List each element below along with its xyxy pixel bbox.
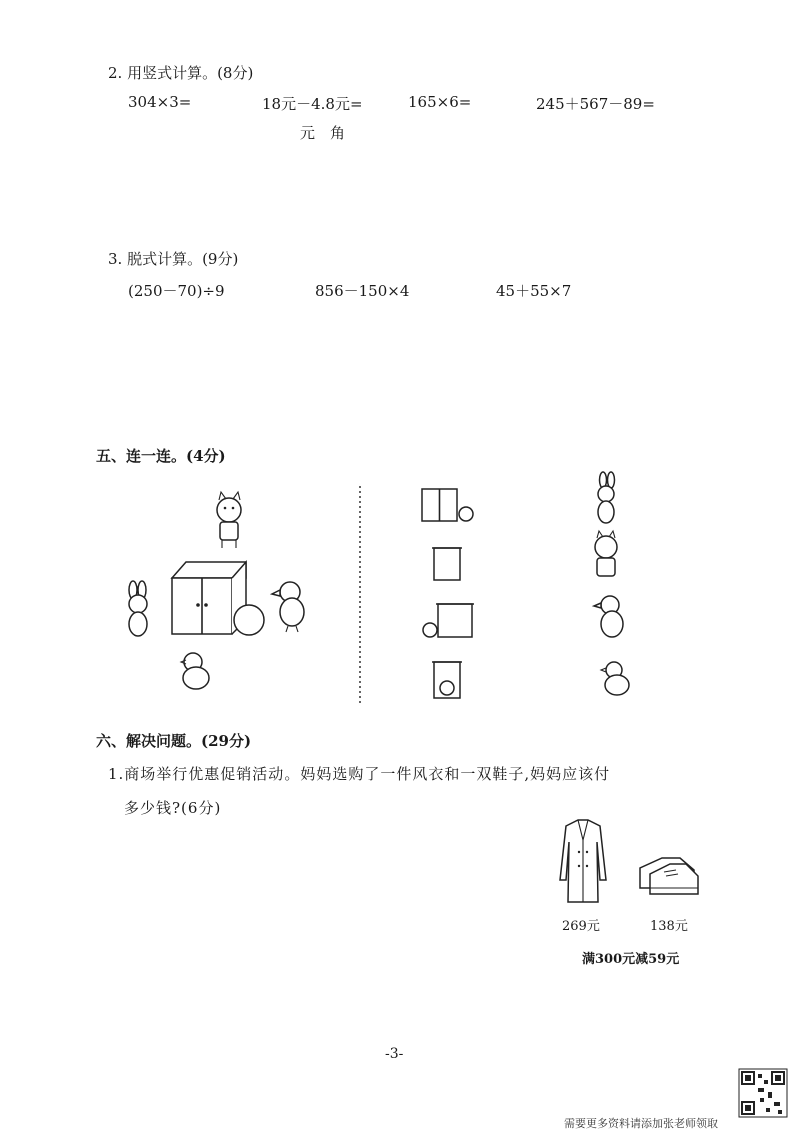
coat-price: 269元 xyxy=(562,919,600,934)
option-pot-ball-inside xyxy=(432,662,462,698)
q3-item-2: 856－150×4 xyxy=(315,282,410,300)
cat-option-icon xyxy=(595,531,617,576)
promo-text: 满300元减59元 xyxy=(582,952,680,967)
problem-1-line-1: 1.商场举行优惠促销活动。妈妈选购了一件风衣和一双鞋子,妈妈应该付 xyxy=(108,765,611,783)
ball-icon xyxy=(234,605,264,635)
option-pot-ball-left xyxy=(423,604,474,637)
bird-option-icon xyxy=(594,596,623,637)
bird-icon xyxy=(272,582,304,632)
q2-unit-yuan: 元 xyxy=(300,124,316,142)
q2-unit-jiao: 角 xyxy=(330,124,346,142)
option-cabinet-with-ball-right xyxy=(422,489,473,521)
problem-1-line-2: 多少钱?(6分) xyxy=(124,799,222,817)
sec5-title: 五、连一连。(4分) xyxy=(96,447,226,465)
q2-item-4: 245＋567－89= xyxy=(536,95,655,113)
chick-icon xyxy=(181,653,209,689)
cat-icon xyxy=(217,492,241,548)
q2-item-2: 18元－4.8元= xyxy=(262,95,363,113)
shoes-icon xyxy=(640,858,698,894)
rabbit-option-icon xyxy=(598,472,615,523)
rabbit-icon xyxy=(129,581,147,636)
q3-item-1: (250－70)÷9 xyxy=(128,282,225,300)
q3-item-3: 45＋55×7 xyxy=(496,282,572,300)
footer-note: 需要更多资料请添加张老师领取 xyxy=(564,1117,718,1130)
option-pot-empty xyxy=(432,548,462,580)
q3-title: 3. 脱式计算。(9分) xyxy=(108,250,239,268)
qr-code-image xyxy=(738,1068,788,1118)
sec6-title: 六、解决问题。(29分) xyxy=(96,732,252,750)
q2-title: 2. 用竖式计算。(8分) xyxy=(108,64,254,82)
coat-icon xyxy=(560,820,606,902)
q2-item-1: 304×3= xyxy=(128,93,192,111)
shoes-price: 138元 xyxy=(650,919,688,934)
q2-item-3: 165×6= xyxy=(408,93,472,111)
chick-option-icon xyxy=(601,662,629,695)
page-number: -3- xyxy=(385,1046,404,1062)
